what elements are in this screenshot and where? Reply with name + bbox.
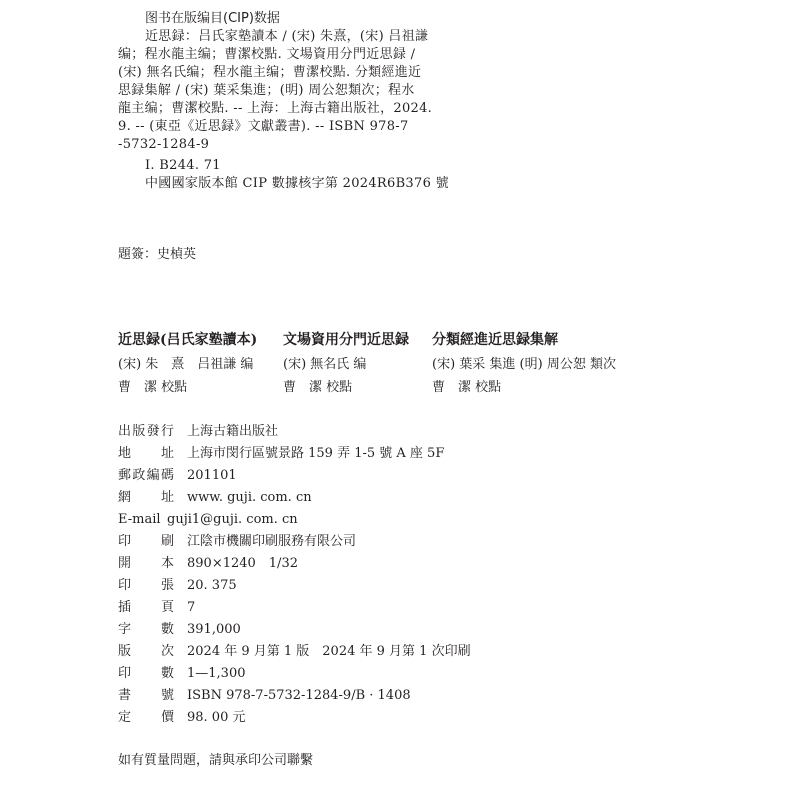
detail-value: www. guji. com. cn	[187, 490, 312, 505]
book-title: 文場資用分門近思録	[283, 332, 409, 348]
book-title: 近思録(吕氏家塾讀本)	[118, 332, 258, 348]
detail-label: E-mail	[118, 512, 161, 527]
book-title: 分類經進近思録集解	[432, 332, 558, 348]
book-editor: 曹 潔 校點	[432, 380, 502, 395]
detail-row-publisher	[118, 421, 471, 443]
detail-label: 印 刷	[118, 534, 174, 549]
detail-value: 20. 375	[187, 578, 237, 593]
book-title-block	[432, 329, 616, 399]
cip-line: 龍主编；曹潔校點. -- 上海：上海古籍出版社，2024.	[118, 101, 433, 116]
cip-line: -5732-1284-9	[118, 137, 210, 152]
detail-value: 1—1,300	[187, 666, 246, 681]
book-title-block	[118, 329, 257, 399]
book-editor: 曹 潔 校點	[118, 380, 188, 395]
detail-row-sheets	[118, 575, 471, 597]
detail-label: 開 本	[118, 556, 174, 571]
detail-label: 版 次	[118, 644, 174, 659]
cip-heading: 图书在版编目(CIP)数据	[145, 11, 280, 26]
book-editor: 曹 潔 校點	[283, 380, 353, 395]
detail-row-website	[118, 487, 471, 509]
quality-notice: 如有質量問題，請與承印公司聯繫	[118, 753, 314, 768]
detail-value: 上海古籍出版社	[187, 424, 279, 439]
cip-line: 思録集解 / (宋) 葉采集進；(明) 周公恕類次；程水	[118, 83, 415, 98]
cip-classification: Ⅰ. B244. 71	[145, 158, 221, 173]
detail-value: guji1@guji. com. cn	[167, 512, 298, 527]
detail-row-format	[118, 553, 471, 575]
detail-value: 上海市閔行區號景路 159 弄 1-5 號 A 座 5F	[187, 446, 445, 461]
cip-line: 编；程水龍主编；曹潔校點. 文場資用分門近思録 /	[118, 47, 416, 62]
detail-value: 江陰市機關印刷服務有限公司	[187, 534, 357, 549]
book-title-block	[283, 329, 409, 399]
detail-value: 201101	[187, 468, 237, 483]
cip-record-number: 中國國家版本館 CIP 數據核字第 2024R6B376 號	[145, 176, 449, 191]
cip-line: 近思録：吕氏家塾讀本 / (宋) 朱熹，(宋) 吕祖謙	[145, 29, 429, 44]
detail-label: 郵政編碼	[118, 468, 174, 483]
detail-label: 字 數	[118, 622, 174, 637]
detail-value: 391,000	[187, 622, 241, 637]
detail-label: 定 價	[118, 710, 174, 725]
detail-label: 印 數	[118, 666, 174, 681]
detail-value: 890×1240 1/32	[187, 556, 298, 571]
detail-label: 插 頁	[118, 600, 174, 615]
cip-block	[118, 9, 448, 193]
book-authors: (宋) 葉采 集進 (明) 周公恕 類次	[432, 357, 616, 372]
book-authors: (宋) 無名氏 编	[283, 357, 367, 372]
detail-row-print-run	[118, 663, 471, 685]
detail-label: 出版發行	[118, 424, 174, 439]
detail-row-printer	[118, 531, 471, 553]
detail-value: 98. 00 元	[187, 710, 246, 725]
detail-label: 地 址	[118, 446, 174, 461]
detail-row-edition	[118, 641, 471, 663]
detail-value: ISBN 978-7-5732-1284-9/B · 1408	[187, 688, 411, 703]
cip-line: (宋) 無名氏编；程水龍主编；曹潔校點. 分類經進近	[118, 65, 422, 80]
publication-details	[118, 421, 471, 729]
cip-line: 9. -- (東亞《近思録》文獻叢書). -- ISBN 978-7	[118, 119, 409, 134]
detail-label: 印 張	[118, 578, 174, 593]
detail-value: 7	[187, 600, 196, 615]
detail-row-plates	[118, 597, 471, 619]
detail-value: 2024 年 9 月第 1 版 2024 年 9 月第 1 次印刷	[187, 644, 471, 659]
detail-row-price	[118, 707, 471, 729]
title-calligraphy-credit: 題簽：史楨英	[118, 247, 197, 262]
detail-label: 網 址	[118, 490, 174, 505]
detail-label: 書 號	[118, 688, 174, 703]
detail-row-email	[118, 509, 471, 531]
detail-row-postcode	[118, 465, 471, 487]
detail-row-address	[118, 443, 471, 465]
detail-row-isbn	[118, 685, 471, 707]
book-authors: (宋) 朱 熹 吕祖謙 编	[118, 357, 254, 372]
detail-row-word-count	[118, 619, 471, 641]
